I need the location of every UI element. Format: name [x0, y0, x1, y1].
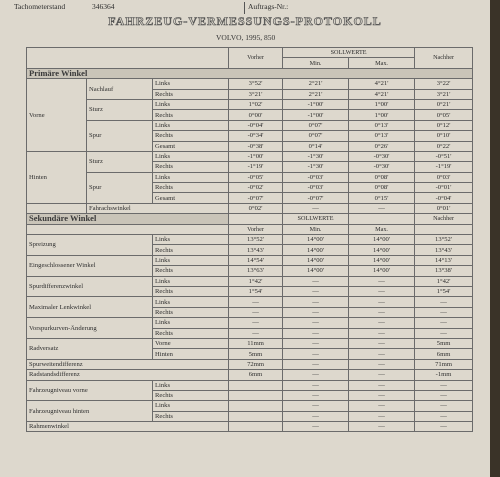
- min-cell: —: [283, 359, 349, 369]
- measurement-table: [26, 47, 473, 432]
- max-cell: —: [349, 338, 415, 348]
- nachher-cell: 3°22': [415, 79, 473, 89]
- param-spur: Spur: [87, 172, 153, 203]
- side-label: Vorne: [153, 338, 229, 348]
- max-cell: 0°13': [349, 131, 415, 141]
- max-cell: 4°21': [349, 79, 415, 89]
- max-cell: 0°15': [349, 193, 415, 203]
- side-label: Rechts: [153, 411, 229, 421]
- table-row: [27, 172, 473, 182]
- nachher-cell: 0°05': [415, 110, 473, 120]
- nachher-cell: 14°13': [415, 255, 473, 265]
- side-label: Gesamt: [153, 193, 229, 203]
- nachher-cell: —: [415, 401, 473, 411]
- vorher-cell: [229, 390, 283, 400]
- param-fahrachswinkel: Fahrachswinkel: [87, 203, 229, 213]
- vorher-cell: —: [229, 318, 283, 328]
- min-cell: -1°00': [283, 110, 349, 120]
- side-label: Links: [153, 120, 229, 130]
- min-cell: —: [283, 328, 349, 338]
- nachher-cell: —: [415, 380, 473, 390]
- nachher-cell: —: [415, 297, 473, 307]
- min-cell: —: [283, 297, 349, 307]
- min-cell: —: [283, 338, 349, 348]
- side-label: Rechts: [153, 266, 229, 276]
- vorher-cell: 3°52': [229, 79, 283, 89]
- max-cell: —: [349, 328, 415, 338]
- nachher-cell: 13°43': [415, 245, 473, 255]
- nachher-cell: 0°12': [415, 120, 473, 130]
- max-cell: 0°08': [349, 172, 415, 182]
- param-sturz: Sturz: [87, 151, 153, 172]
- vorher-cell: 1°02': [229, 99, 283, 109]
- section-row: [27, 68, 473, 78]
- section-primary-title: Primäre Winkel: [27, 68, 473, 78]
- min-cell: 14°00': [283, 255, 349, 265]
- vorher-cell: 13°63': [229, 266, 283, 276]
- max-cell: 1°00': [349, 110, 415, 120]
- min-cell: —: [283, 411, 349, 421]
- section-secondary-title: Sekundäre Winkel: [27, 214, 229, 224]
- nachher-cell: —: [415, 318, 473, 328]
- col-nachher: Nachher: [415, 214, 473, 224]
- nachher-cell: 0°22': [415, 141, 473, 151]
- table-row: [27, 276, 473, 286]
- side-label: Rechts: [153, 110, 229, 120]
- vorher-cell: -0°02': [229, 183, 283, 193]
- table-row: [27, 255, 473, 265]
- table-row: [27, 120, 473, 130]
- nachher-cell: —: [415, 307, 473, 317]
- side-label: Links: [153, 172, 229, 182]
- min-cell: -0°03': [283, 172, 349, 182]
- max-cell: 4°21': [349, 89, 415, 99]
- side-label: Links: [153, 276, 229, 286]
- vorher-cell: 1°54': [229, 286, 283, 296]
- max-cell: 14°00': [349, 245, 415, 255]
- document-header: [8, 2, 484, 14]
- min-cell: —: [283, 349, 349, 359]
- max-cell: —: [349, 297, 415, 307]
- nachher-cell: 6mm: [415, 349, 473, 359]
- table-row: [27, 99, 473, 109]
- nachher-cell: —: [415, 411, 473, 421]
- table-row: [27, 338, 473, 348]
- max-cell: —: [349, 349, 415, 359]
- vorher-cell: [229, 380, 283, 390]
- max-cell: —: [349, 318, 415, 328]
- table-row: [27, 79, 473, 89]
- nachher-cell: 0°10': [415, 131, 473, 141]
- param-sturz: Sturz: [87, 99, 153, 120]
- col-max: Max.: [349, 224, 415, 234]
- max-cell: —: [349, 422, 415, 432]
- nachher-cell: -1°19': [415, 162, 473, 172]
- col-min: Min.: [283, 58, 349, 68]
- max-cell: —: [349, 390, 415, 400]
- side-label: Gesamt: [153, 141, 229, 151]
- nachher-cell: 13°52': [415, 235, 473, 245]
- vorher-cell: —: [229, 307, 283, 317]
- vorher-cell: 5mm: [229, 349, 283, 359]
- max-cell: 0°26': [349, 141, 415, 151]
- max-cell: —: [349, 370, 415, 380]
- max-cell: -0°30': [349, 151, 415, 161]
- side-label: Rechts: [153, 245, 229, 255]
- max-cell: 14°00': [349, 235, 415, 245]
- table-row: [27, 401, 473, 411]
- nachher-cell: 1°54': [415, 286, 473, 296]
- nachher-cell: 0°01': [415, 203, 473, 213]
- nachher-cell: 3°21': [415, 89, 473, 99]
- vorher-cell: 13°52': [229, 235, 283, 245]
- vehicle-info: VOLVO, 1995, 850: [216, 33, 276, 42]
- col-sollwerte: SOLLWERTE: [283, 48, 415, 58]
- param-vorspurkurven-aenderung: Vorspurkurven-Änderung: [27, 318, 153, 339]
- min-cell: —: [283, 370, 349, 380]
- vorher-cell: [229, 411, 283, 421]
- nachher-cell: 0°03': [415, 172, 473, 182]
- vorher-cell: [229, 401, 283, 411]
- min-cell: 2°21': [283, 79, 349, 89]
- nachher-cell: -0°51': [415, 151, 473, 161]
- vorher-cell: 3°21': [229, 89, 283, 99]
- side-label: Links: [153, 318, 229, 328]
- min-cell: -1°00': [283, 99, 349, 109]
- tachometer-value: 346364: [92, 2, 115, 11]
- table-row: [27, 359, 473, 369]
- max-cell: —: [349, 307, 415, 317]
- min-cell: —: [283, 380, 349, 390]
- min-cell: —: [283, 307, 349, 317]
- vorher-cell: -0°38': [229, 141, 283, 151]
- side-label: Rechts: [153, 307, 229, 317]
- nachher-cell: —: [415, 422, 473, 432]
- side-label: Hinten: [153, 349, 229, 359]
- nachher-cell: —: [415, 328, 473, 338]
- vorher-cell: 72mm: [229, 359, 283, 369]
- min-cell: -1°30': [283, 151, 349, 161]
- min-cell: -1°30': [283, 162, 349, 172]
- nachher-cell: -0°01': [415, 183, 473, 193]
- table-row: [27, 203, 473, 213]
- vorher-cell: 11mm: [229, 338, 283, 348]
- nachher-cell: -0°04': [415, 193, 473, 203]
- min-cell: 0°07': [283, 131, 349, 141]
- param-spur: Spur: [87, 120, 153, 151]
- vorher-cell: -0°34': [229, 131, 283, 141]
- min-cell: —: [283, 390, 349, 400]
- col-vorher: Vorher: [229, 48, 283, 69]
- side-label: Links: [153, 235, 229, 245]
- param-eingeschlossener-winkel: Eingeschlossener Winkel: [27, 255, 153, 276]
- param-fahrzeugniveau-hinten: Fahrzeugniveau hinten: [27, 401, 153, 422]
- min-cell: 2°21': [283, 89, 349, 99]
- param-spurdifferenzwinkel: Spurdifferenzwinkel: [27, 276, 153, 297]
- min-cell: —: [283, 286, 349, 296]
- table-row: [27, 422, 473, 432]
- max-cell: —: [349, 203, 415, 213]
- section-row: [27, 214, 473, 224]
- max-cell: 0°13': [349, 120, 415, 130]
- vorher-cell: 14°54': [229, 255, 283, 265]
- col-min: Min.: [283, 224, 349, 234]
- column-header-row: [27, 48, 473, 58]
- table-row: [27, 151, 473, 161]
- group-vorne: Vorne: [27, 79, 87, 152]
- max-cell: 0°08': [349, 183, 415, 193]
- column-subheader-row: [27, 224, 473, 234]
- vorher-cell: -0°05': [229, 172, 283, 182]
- max-cell: —: [349, 276, 415, 286]
- min-cell: 0°07': [283, 120, 349, 130]
- vorher-cell: -1°00': [229, 151, 283, 161]
- min-cell: —: [283, 318, 349, 328]
- max-cell: —: [349, 411, 415, 421]
- param-radstandsdifferenz: Radstandsdifferenz: [27, 370, 229, 380]
- nachher-cell: 5mm: [415, 338, 473, 348]
- side-label: Rechts: [153, 328, 229, 338]
- nachher-cell: —: [415, 390, 473, 400]
- min-cell: —: [283, 422, 349, 432]
- vorher-cell: 6mm: [229, 370, 283, 380]
- vorher-cell: -1°19': [229, 162, 283, 172]
- side-label: Links: [153, 380, 229, 390]
- min-cell: —: [283, 203, 349, 213]
- min-cell: -0°03': [283, 183, 349, 193]
- side-label: Rechts: [153, 390, 229, 400]
- side-label: Rechts: [153, 183, 229, 193]
- max-cell: 1°00': [349, 99, 415, 109]
- max-cell: 14°00': [349, 255, 415, 265]
- min-cell: -0°07': [283, 193, 349, 203]
- side-label: Links: [153, 297, 229, 307]
- tachometer-label: Tachometerstand: [14, 2, 66, 11]
- max-cell: —: [349, 401, 415, 411]
- table-row: [27, 235, 473, 245]
- min-cell: 14°00': [283, 245, 349, 255]
- vorher-cell: 0°00': [229, 110, 283, 120]
- nachher-cell: 1°42': [415, 276, 473, 286]
- param-nachlauf: Nachlauf: [87, 79, 153, 100]
- side-label: Links: [153, 255, 229, 265]
- side-label: Links: [153, 79, 229, 89]
- param-maximaler-lenkwinkel: Maximaler Lenkwinkel: [27, 297, 153, 318]
- param-spurweitendifferenz: Spurweitendifferenz: [27, 359, 229, 369]
- param-rahmenwinkel: Rahmenwinkel: [27, 422, 229, 432]
- max-cell: —: [349, 286, 415, 296]
- min-cell: 14°00': [283, 235, 349, 245]
- vorher-cell: -0°07': [229, 193, 283, 203]
- param-radversatz: Radversatz: [27, 338, 153, 359]
- nachher-cell: 0°21': [415, 99, 473, 109]
- auftrag-label: Auftrags-Nr.:: [244, 2, 288, 14]
- vorher-cell: 0°02': [229, 203, 283, 213]
- side-label: Links: [153, 99, 229, 109]
- vorher-cell: —: [229, 297, 283, 307]
- min-cell: —: [283, 276, 349, 286]
- col-nachher: Nachher: [415, 48, 473, 69]
- document-title: FAHRZEUG-VERMESSUNGS-PROTOKOLL: [108, 14, 382, 28]
- col-vorher: Vorher: [229, 224, 283, 234]
- max-cell: 14°00': [349, 266, 415, 276]
- min-cell: 0°14': [283, 141, 349, 151]
- col-max: Max.: [349, 58, 415, 68]
- table-row: [27, 380, 473, 390]
- nachher-cell: 71mm: [415, 359, 473, 369]
- vorher-cell: 13°43': [229, 245, 283, 255]
- table-row: [27, 370, 473, 380]
- side-label: Rechts: [153, 131, 229, 141]
- nachher-cell: 13°38': [415, 266, 473, 276]
- min-cell: 14°00': [283, 266, 349, 276]
- min-cell: —: [283, 401, 349, 411]
- side-label: Links: [153, 401, 229, 411]
- param-fahrzeugniveau-vorne: Fahrzeugniveau vorne: [27, 380, 153, 401]
- nachher-cell: -1mm: [415, 370, 473, 380]
- group-hinten: Hinten: [27, 151, 87, 203]
- max-cell: —: [349, 380, 415, 390]
- table-row: [27, 318, 473, 328]
- max-cell: -0°30': [349, 162, 415, 172]
- vorher-cell: —: [229, 328, 283, 338]
- vorher-cell: -0°04': [229, 120, 283, 130]
- side-label: Rechts: [153, 89, 229, 99]
- param-spreizung: Spreizung: [27, 235, 153, 256]
- table-row: [27, 297, 473, 307]
- max-cell: —: [349, 359, 415, 369]
- side-label: Rechts: [153, 286, 229, 296]
- side-label: Links: [153, 151, 229, 161]
- col-sollwerte: SOLLWERTE: [283, 214, 349, 224]
- vorher-cell: [229, 422, 283, 432]
- side-label: Rechts: [153, 162, 229, 172]
- vorher-cell: 1°42': [229, 276, 283, 286]
